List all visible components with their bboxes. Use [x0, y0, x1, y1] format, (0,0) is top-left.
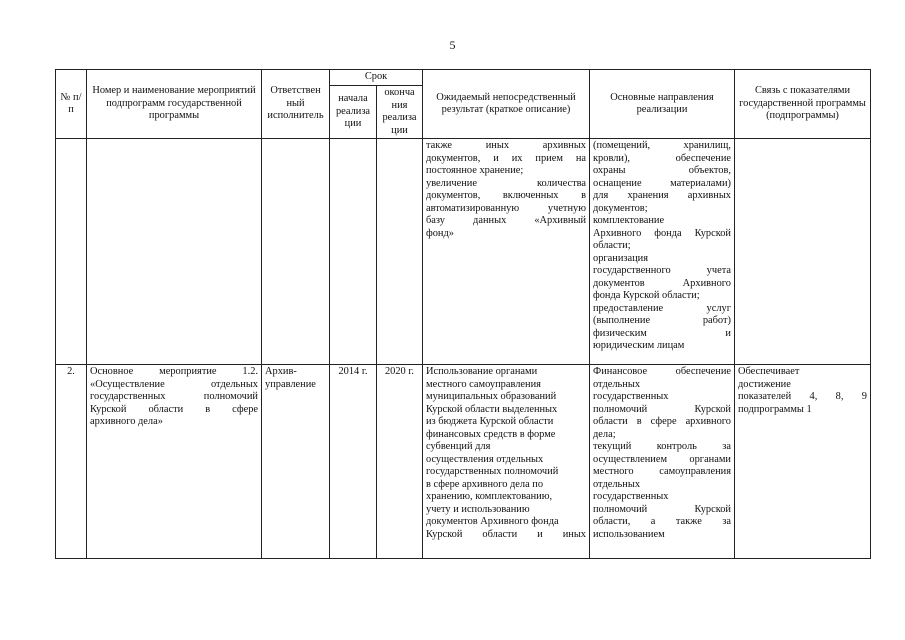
row1-name	[87, 139, 262, 365]
text-line: полномочий Курской	[593, 503, 731, 515]
text-line: подпрограммы 1	[738, 403, 812, 415]
header-num: № п/п	[56, 70, 87, 139]
text-line: в сфере архивного дела по	[426, 478, 544, 490]
text-line: осуществления отдельных	[426, 453, 544, 465]
text-line: Архивного фонда Курской	[593, 227, 731, 239]
table-row	[56, 139, 871, 365]
text-line: физическим и	[593, 327, 731, 339]
text-line: базу данных «Архивный	[426, 215, 586, 226]
table-row	[56, 365, 871, 559]
text-line: (выполнение работ)	[593, 315, 731, 326]
text-line: управление	[265, 378, 316, 390]
text-line: документов;	[593, 202, 648, 214]
text-line: государственных полномочий	[426, 466, 559, 477]
header-executor: Ответствен ный исполнитель	[262, 70, 330, 139]
text-line: государственных	[593, 491, 669, 502]
text-line: достижение	[738, 378, 791, 390]
text-line: также иных архивных	[426, 140, 586, 151]
row2-end: 2020 г.	[377, 365, 423, 559]
text-line: Курской области выделенных	[426, 403, 558, 415]
text-line: охраны объектов,	[593, 165, 731, 176]
row1-result	[423, 139, 590, 365]
row1-num	[56, 139, 87, 365]
text-line: архивного дела»	[90, 416, 163, 427]
row2-directions	[590, 365, 735, 559]
text-line: местного самоуправления	[593, 466, 731, 477]
text-line: текущий контроль за	[593, 441, 731, 452]
text-line: Курской области и иных	[426, 528, 586, 540]
text-line: для хранения архивных	[593, 190, 731, 201]
text-line: отдельных	[593, 478, 641, 490]
row2-num: 2.	[56, 365, 87, 559]
row1-executor	[262, 139, 330, 365]
text-line: предоставление услуг	[593, 302, 731, 314]
text-line: документов, и их прием на	[426, 152, 586, 164]
text-line: государственных	[593, 391, 669, 402]
text-line: «Осуществление отдельных	[90, 378, 258, 390]
text-line: области;	[593, 240, 631, 251]
header-start: начала реализа ции	[330, 86, 377, 139]
text-line: комплектование	[593, 215, 665, 226]
text-line: автоматизированную учетную	[426, 202, 586, 214]
text-line: организация	[593, 252, 649, 264]
text-line: (помещений, хранилищ,	[593, 140, 731, 151]
row2-start: 2014 г.	[330, 365, 377, 559]
text-line: постоянное хранение;	[426, 165, 524, 176]
text-line: фонд»	[426, 227, 454, 239]
program-table	[55, 69, 871, 559]
text-line: осуществлением органами	[593, 453, 731, 465]
header-name: Номер и наименование мероприятий подпрограмм государственной программы	[87, 70, 262, 139]
text-line: фонда Курской области;	[593, 290, 700, 301]
text-line: области, а также за	[593, 516, 731, 527]
row1-link	[735, 139, 871, 365]
row2-name	[87, 365, 262, 559]
text-line: Финансовое обеспечение	[593, 366, 731, 377]
text-line: Архив-	[265, 366, 297, 377]
row2-executor	[262, 365, 330, 559]
text-line: государственного учета	[593, 265, 731, 276]
row2-link	[735, 365, 871, 559]
text-line: отдельных	[593, 378, 641, 390]
text-line: полномочий Курской	[593, 403, 731, 415]
text-line: использованием	[593, 528, 665, 540]
text-line: увеличение количества	[426, 177, 586, 189]
text-line: финансовых средств в форме	[426, 428, 556, 440]
text-line: документов, включенных в	[426, 190, 586, 201]
text-line: хранению, комплектованию,	[426, 491, 553, 502]
header-result: Ожидаемый непосредственный результат (краткое описание)	[423, 70, 590, 139]
text-line: учету и использованию	[426, 503, 530, 515]
row1-start	[330, 139, 377, 365]
text-line: дела;	[593, 428, 616, 440]
header-term: Срок	[330, 70, 423, 86]
text-line: из бюджета Курской области	[426, 416, 554, 427]
row1-directions	[590, 139, 735, 365]
text-line: Основное мероприятие 1.2.	[90, 366, 258, 377]
text-line: документов Архивного	[593, 277, 731, 289]
row1-end	[377, 139, 423, 365]
header-link: Связь с показателями государственной программы (подпрограммы)	[735, 70, 871, 139]
text-line: субвенций для	[426, 441, 491, 452]
text-line: юридическим лицам	[593, 340, 685, 351]
header-end: оконча ния реализа ции	[377, 86, 423, 139]
text-line: Курской области в сфере	[90, 403, 258, 415]
text-line: местного самоуправления	[426, 378, 541, 390]
text-line: области в сфере архивного	[593, 416, 731, 427]
text-line: государственных полномочий	[90, 391, 258, 402]
header-directions: Основные направления реализации	[590, 70, 735, 139]
text-line: Обеспечивает	[738, 366, 800, 377]
text-line: Использование органами	[426, 366, 538, 377]
text-line: показателей 4, 8, 9	[738, 391, 867, 402]
text-line: документов Архивного фонда	[426, 516, 559, 527]
text-line: оснащение материалами)	[593, 177, 731, 189]
text-line: муниципальных образований	[426, 391, 557, 402]
row2-result	[423, 365, 590, 559]
text-line: кровли), обеспечение	[593, 152, 731, 164]
page-number: 5	[449, 38, 456, 52]
